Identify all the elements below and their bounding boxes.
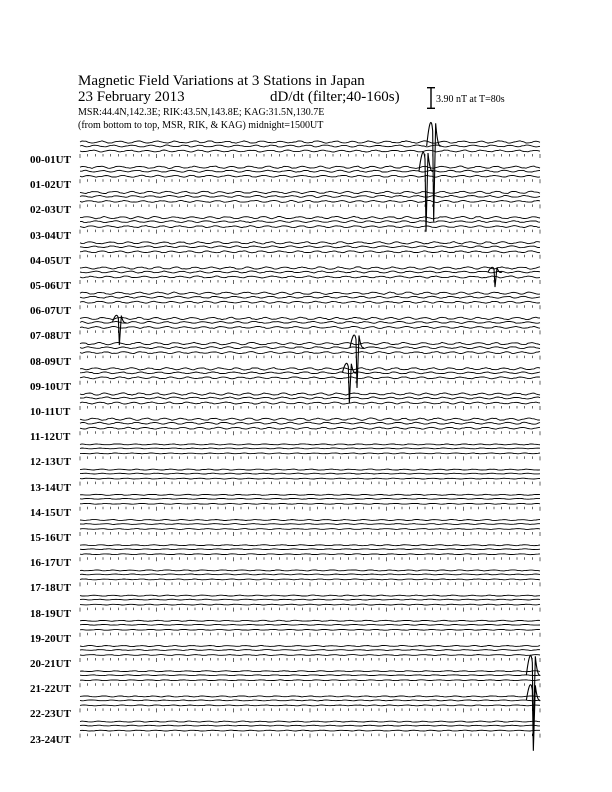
row-label: 17-18UT [30, 582, 71, 595]
stations-label: MSR:44.4N,142.3E; RIK:43.5N,143.8E; KAG:31.5N,130.7E [78, 107, 325, 118]
row-label: 03-04UT [30, 229, 71, 242]
row-16-17UT [80, 545, 540, 562]
trace-RIK [80, 624, 540, 625]
minute-ticks [80, 532, 540, 536]
trace-RIK [80, 473, 540, 474]
minute-ticks [80, 734, 540, 738]
trace-RIK [80, 246, 540, 248]
row-02-03UT [80, 191, 540, 208]
row-label: 10-11UT [30, 406, 71, 418]
trace-MSR [80, 453, 540, 454]
row-07-08UT [80, 317, 540, 334]
row-08-09UT [80, 342, 540, 359]
row-label: 06-07UT [30, 305, 71, 318]
trace-MSR [80, 730, 540, 731]
trace-RIK [80, 170, 540, 172]
trace-MSR [80, 226, 540, 228]
trace-MSR [80, 326, 540, 328]
row-13-14UT [80, 469, 540, 486]
order-label: (from bottom to top, MSR, RIK, & KAG) midnight=1500UT [78, 120, 324, 131]
trace-KAG [80, 646, 540, 647]
row-12-13UT [80, 444, 540, 461]
row-14-15UT [80, 494, 540, 511]
row-label: 23-24UT [30, 733, 71, 746]
trace-KAG [80, 418, 540, 420]
row-05-06UT [80, 267, 540, 284]
row-label: 15-16UT [30, 532, 71, 544]
trace-KAG [80, 444, 540, 445]
trace-RIK [80, 725, 540, 726]
trace-KAG [80, 520, 540, 521]
trace-KAG [80, 342, 540, 344]
row-label: 09-10UT [30, 380, 71, 393]
trace-MSR [80, 352, 540, 354]
row-label: 22-23UT [30, 708, 71, 721]
trace-MSR [80, 554, 540, 555]
trace-KAG [80, 317, 540, 319]
trace-MSR [80, 478, 540, 479]
trace-MSR [80, 200, 540, 202]
trace-KAG [80, 696, 540, 697]
trace-RIK [80, 498, 540, 499]
row-11-12UT [80, 418, 540, 435]
trace-RIK [80, 221, 540, 223]
trace-RIK [80, 321, 540, 323]
trace-RIK [80, 700, 540, 701]
trace-RIK [80, 347, 540, 349]
row-04-05UT [80, 242, 540, 259]
row-label: 12-13UT [30, 456, 71, 469]
minute-ticks [80, 381, 540, 385]
trace-RIK [80, 195, 540, 197]
trace-MSR [80, 579, 540, 580]
row-06-07UT [80, 292, 540, 309]
minute-ticks [80, 658, 540, 662]
row-03-04UT [80, 216, 540, 233]
row-09-10UT [80, 368, 540, 385]
trace-KAG [80, 393, 540, 395]
event-spike [112, 315, 126, 345]
minute-ticks [80, 456, 540, 460]
trace-KAG [80, 570, 540, 571]
date-label: 23 February 2013 [78, 89, 185, 105]
trace-KAG [80, 671, 540, 672]
trace-KAG [80, 545, 540, 546]
minute-ticks [80, 431, 540, 435]
row-label: 05-06UT [30, 280, 71, 292]
trace-MSR [80, 680, 540, 681]
trace-MSR [80, 503, 540, 504]
row-20-21UT [80, 646, 540, 663]
row-label: 07-08UT [30, 330, 71, 343]
trace-KAG [80, 721, 540, 722]
trace-MSR [80, 276, 540, 278]
minute-ticks [80, 708, 540, 712]
row-label: 18-19UT [30, 607, 71, 620]
trace-KAG [80, 368, 540, 370]
row-17-18UT [80, 570, 540, 587]
minute-ticks [80, 683, 540, 687]
minute-ticks [80, 330, 540, 334]
row-label: 00-01UT [30, 154, 71, 166]
trace-RIK [80, 574, 540, 575]
scale-label: 3.90 nT at T=80s [436, 94, 505, 105]
trace-MSR [80, 301, 540, 303]
trace-KAG [80, 469, 540, 470]
minute-ticks [80, 608, 540, 612]
row-label: 11-12UT [30, 431, 71, 444]
trace-RIK [80, 549, 540, 550]
row-label: 16-17UT [30, 557, 71, 570]
trace-KAG [80, 595, 540, 596]
trace-MSR [80, 629, 540, 630]
row-18-19UT [80, 595, 540, 612]
trace-MSR [80, 150, 540, 152]
minute-ticks [80, 356, 540, 360]
minute-ticks [80, 582, 540, 586]
event-spike [526, 685, 540, 751]
trace-KAG [80, 292, 540, 294]
row-19-20UT [80, 620, 540, 637]
trace-KAG [80, 620, 540, 621]
trace-RIK [80, 650, 540, 651]
minute-ticks [80, 406, 540, 410]
minute-ticks [80, 230, 540, 234]
trace-RIK [80, 397, 540, 399]
method-label: dD/dt (filter;40-160s) [270, 89, 400, 105]
minute-ticks [80, 507, 540, 511]
row-label: 19-20UT [30, 632, 71, 645]
row-label: 21-22UT [30, 683, 71, 696]
row-22-23UT [80, 696, 540, 713]
row-label: 01-02UT [30, 179, 71, 192]
row-21-22UT [80, 671, 540, 688]
trace-RIK [80, 422, 540, 424]
row-00-01UT [80, 141, 540, 158]
event-spike [488, 267, 502, 287]
minute-ticks [80, 255, 540, 259]
trace-KAG [80, 141, 540, 143]
trace-MSR [80, 427, 540, 429]
trace-RIK [80, 145, 540, 147]
trace-MSR [80, 251, 540, 253]
row-label: 14-15UT [30, 506, 71, 519]
trace-KAG [80, 191, 540, 193]
row-23-24UT [80, 721, 540, 738]
row-label: 04-05UT [30, 254, 71, 267]
row-15-16UT [80, 520, 540, 537]
row-label: 20-21UT [30, 658, 71, 670]
trace-KAG [80, 267, 540, 269]
trace-KAG [80, 216, 540, 218]
minute-ticks [80, 280, 540, 284]
row-label: 13-14UT [30, 481, 71, 494]
minute-ticks [80, 305, 540, 309]
trace-MSR [80, 655, 540, 656]
trace-KAG [80, 242, 540, 244]
trace-RIK [80, 372, 540, 374]
trace-RIK [80, 675, 540, 676]
row-label: 02-03UT [30, 204, 71, 217]
trace-RIK [80, 448, 540, 449]
minute-ticks [80, 179, 540, 183]
row-label: 08-09UT [30, 355, 71, 368]
trace-MSR [80, 175, 540, 177]
trace-MSR [80, 402, 540, 404]
minute-ticks [80, 204, 540, 208]
trace-RIK [80, 599, 540, 600]
trace-MSR [80, 705, 540, 706]
trace-RIK [80, 524, 540, 525]
minute-ticks [80, 154, 540, 158]
minute-ticks [80, 557, 540, 561]
row-10-11UT [80, 393, 540, 410]
chart-title: Magnetic Field Variations at 3 Stations in Japan [78, 73, 365, 89]
minute-ticks [80, 633, 540, 637]
minute-ticks [80, 482, 540, 486]
row-01-02UT [80, 166, 540, 183]
trace-MSR [80, 377, 540, 379]
trace-KAG [80, 494, 540, 495]
trace-KAG [80, 166, 540, 168]
trace-MSR [80, 604, 540, 605]
trace-RIK [80, 271, 540, 273]
trace-MSR [80, 529, 540, 530]
trace-RIK [80, 296, 540, 298]
